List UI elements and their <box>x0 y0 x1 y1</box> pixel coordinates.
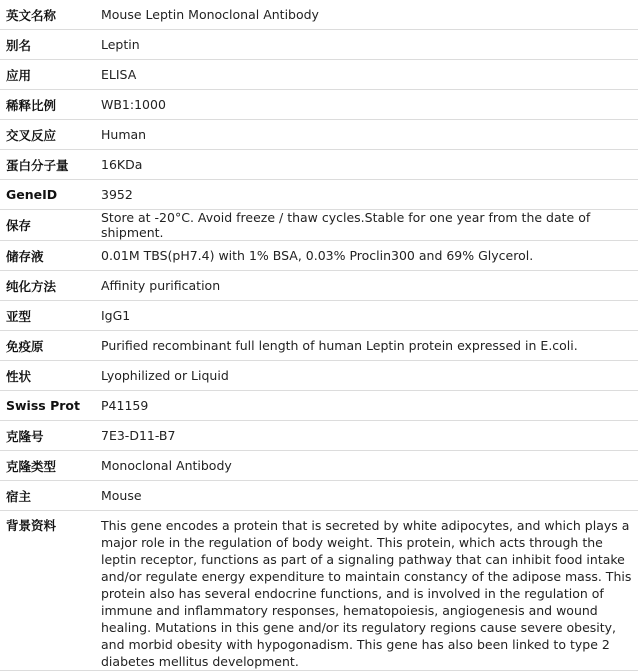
spec-key: 应用 <box>0 60 95 90</box>
spec-key: 别名 <box>0 30 95 60</box>
spec-key: 储存液 <box>0 241 95 271</box>
spec-value: Human <box>95 120 638 150</box>
spec-key: 性状 <box>0 361 95 391</box>
spec-value: WB1:1000 <box>95 90 638 120</box>
spec-row-host <box>0 481 638 511</box>
spec-key: 背景资料 <box>0 511 95 671</box>
spec-row-purification <box>0 271 638 301</box>
background-description: This gene encodes a protein that is secreted by white adipocytes, and which plays a major role in the regulation of body weight. This protein, which acts through the leptin receptor, functions as part of a signaling pathway that can inhibit food intake and/or regulate energy expenditure to maintain constancy of the adipose mass. This protein also has several endocrine functions, and is involved in the regulation of immune and inflammatory responses, hematopoiesis, angiogenesis and wound healing. Mutations in this gene and/or its regulatory regions cause severe obesity, and morbid obesity with hypogonadism. This gene has also been linked to type 2 diabetes mellitus development. <box>95 511 638 671</box>
spec-row-storage-buffer <box>0 241 638 271</box>
spec-value: Store at -20°C. Avoid freeze / thaw cycles.Stable for one year from the date of shipment. <box>95 210 638 241</box>
spec-key: 蛋白分子量 <box>0 150 95 180</box>
spec-key: 稀释比例 <box>0 90 95 120</box>
spec-key: 纯化方法 <box>0 271 95 301</box>
spec-row-swiss-prot <box>0 391 638 421</box>
spec-key: 交叉反应 <box>0 120 95 150</box>
spec-row-storage <box>0 210 638 241</box>
spec-value: Mouse <box>95 481 638 511</box>
spec-row-english-name <box>0 0 638 30</box>
spec-key: 克隆类型 <box>0 451 95 481</box>
spec-value: Mouse Leptin Monoclonal Antibody <box>95 0 638 30</box>
spec-value: 7E3-D11-B7 <box>95 421 638 451</box>
spec-key: 英文名称 <box>0 0 95 30</box>
spec-value: ELISA <box>95 60 638 90</box>
spec-row-cross-reactivity <box>0 120 638 150</box>
spec-row-immunogen <box>0 331 638 361</box>
spec-key: 克隆号 <box>0 421 95 451</box>
spec-key: 保存 <box>0 210 95 241</box>
spec-value: IgG1 <box>95 301 638 331</box>
spec-row-form <box>0 361 638 391</box>
spec-value: 16KDa <box>95 150 638 180</box>
spec-key: 亚型 <box>0 301 95 331</box>
spec-key: 免疫原 <box>0 331 95 361</box>
spec-value: Leptin <box>95 30 638 60</box>
spec-value: Purified recombinant full length of human Leptin protein expressed in E.coli. <box>95 331 638 361</box>
spec-row-background <box>0 511 638 671</box>
spec-value: Monoclonal Antibody <box>95 451 638 481</box>
spec-value: P41159 <box>95 391 638 421</box>
spec-key: 宿主 <box>0 481 95 511</box>
spec-row-clone-type <box>0 451 638 481</box>
spec-key: Swiss Prot <box>0 391 95 421</box>
spec-row-molecular-weight <box>0 150 638 180</box>
spec-value: 0.01M TBS(pH7.4) with 1% BSA, 0.03% Proclin300 and 69% Glycerol. <box>95 241 638 271</box>
spec-key: GeneID <box>0 180 95 210</box>
spec-row-dilution <box>0 90 638 120</box>
spec-value: Lyophilized or Liquid <box>95 361 638 391</box>
spec-value: 3952 <box>95 180 638 210</box>
spec-row-clone-number <box>0 421 638 451</box>
spec-value: Affinity purification <box>95 271 638 301</box>
spec-row-gene-id <box>0 180 638 210</box>
spec-row-application <box>0 60 638 90</box>
spec-row-alias <box>0 30 638 60</box>
spec-row-isotype <box>0 301 638 331</box>
